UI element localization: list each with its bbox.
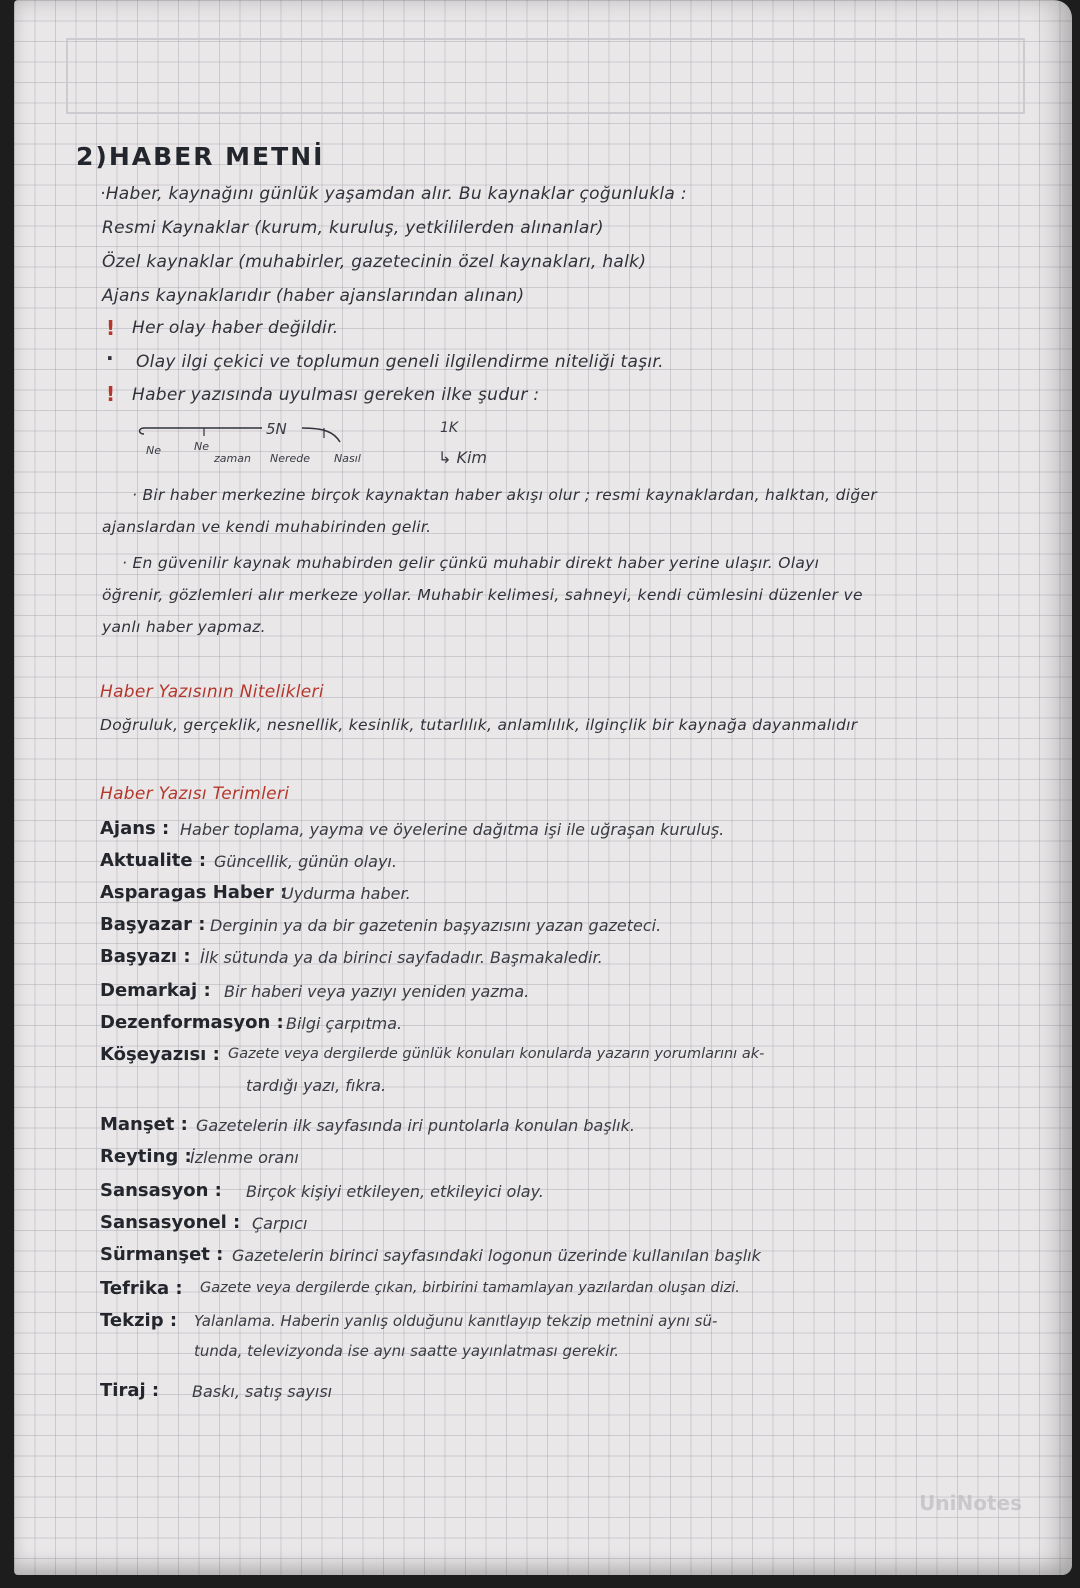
- def-tekzip: Yalanlama. Haberin yanlış olduğunu kanıtlayıp tekzip metnini aynı sü-: [194, 1312, 718, 1330]
- term-tiraj: Tiraj :: [100, 1380, 160, 1401]
- page-title: 2)HABER METNİ: [76, 142, 325, 171]
- bullet-icon: ·: [106, 346, 114, 370]
- def-koseyazisi-cont: tardığı yazı, fıkra.: [246, 1076, 387, 1095]
- para-1-line-b: ajanslardan ve kendi muhabirinden gelir.: [102, 518, 432, 536]
- diagram-zaman: zaman: [214, 452, 251, 465]
- exclamation-icon-2: !: [106, 382, 116, 406]
- para-2-line-b: öğrenir, gözlemleri alır merkeze yollar. Muhabir kelimesi, sahneyi, kendi cümlesini düzenler ve: [102, 586, 863, 604]
- def-ajans: Haber toplama, yayma ve öyelerine dağıtma işi ile uğraşan kuruluş.: [180, 820, 725, 839]
- intro-line-3: Özel kaynaklar (muhabirler, gazetecinin özel kaynakları, halk): [102, 252, 647, 272]
- diagram-5n-label: 5N: [266, 420, 287, 438]
- intro-line-4: Ajans kaynaklarıdır (haber ajanslarından alınan): [102, 286, 525, 306]
- note-3: Haber yazısında uyulması gereken ilke şudur :: [132, 385, 540, 405]
- term-manset: Manşet :: [100, 1114, 188, 1135]
- def-koseyazisi: Gazete veya dergilerde günlük konuları konularda yazarın yorumlarını ak-: [228, 1046, 765, 1062]
- def-asparagas: Uydurma haber.: [282, 884, 411, 903]
- term-ajans: Ajans :: [100, 818, 170, 839]
- diagram-ne-2: Ne: [194, 440, 209, 453]
- intro-line-1: ·Haber, kaynağını günlük yaşamdan alır. Bu kaynaklar çoğunlukla :: [100, 184, 687, 204]
- def-manset: Gazetelerin ilk sayfasında iri puntolarla konulan başlık.: [196, 1116, 635, 1135]
- qualities-heading: Haber Yazısının Nitelikleri: [100, 682, 324, 702]
- note-1: Her olay haber değildir.: [132, 318, 339, 338]
- qualities-text: Doğruluk, gerçeklik, nesnellik, kesinlik, tutarlılık, anlamlılık, ilginçlik bir kaynağa dayanmalıdır: [100, 716, 858, 734]
- diagram-kim: ↳ Kim: [438, 448, 488, 467]
- def-reyting: İzlenme oranı: [190, 1148, 299, 1167]
- para-1-line-a: · Bir haber merkezine birçok kaynaktan haber akışı olur ; resmi kaynaklardan, halktan, diğer: [132, 486, 877, 504]
- terms-heading: Haber Yazısı Terimleri: [100, 784, 290, 804]
- def-dezenformasyon: Bilgi çarpıtma.: [286, 1014, 403, 1033]
- term-tekzip: Tekzip :: [100, 1310, 178, 1331]
- def-sansasyonel: Çarpıcı: [252, 1214, 308, 1233]
- note-2: Olay ilgi çekici ve toplumun geneli ilgilendirme niteliği taşır.: [136, 352, 664, 372]
- term-dezenformasyon: Dezenformasyon :: [100, 1012, 284, 1033]
- def-basyazar: Derginin ya da bir gazetenin başyazısını yazan gazeteci.: [210, 916, 662, 935]
- diagram-nerede: Nerede: [270, 452, 311, 465]
- term-basyazar: Başyazar :: [100, 914, 206, 935]
- para-2-line-c: yanlı haber yapmaz.: [102, 618, 266, 636]
- def-basyazi: İlk sütunda ya da birinci sayfadadır. Başmakaledir.: [200, 948, 603, 967]
- diagram-1k-label: 1K: [440, 420, 459, 436]
- intro-line-2: Resmi Kaynaklar (kurum, kuruluş, yetkililerden alınanlar): [102, 218, 604, 238]
- term-koseyazisi: Köşeyazısı :: [100, 1044, 220, 1065]
- term-sansasyonel: Sansasyonel :: [100, 1212, 241, 1233]
- term-reyting: Reyting :: [100, 1146, 192, 1167]
- def-surmanset: Gazetelerin birinci sayfasındaki logonun üzerinde kullanılan başlık: [232, 1246, 761, 1265]
- def-tekzip-cont: tunda, televizyonda ise aynı saatte yayınlatması gerekir.: [194, 1342, 620, 1360]
- diagram-nasil: Nasıl: [334, 452, 361, 465]
- term-tefrika: Tefrika :: [100, 1278, 183, 1299]
- def-tefrika: Gazete veya dergilerde çıkan, birbirini tamamlayan yazılardan oluşan dizi.: [200, 1280, 740, 1296]
- def-sansasyon: Birçok kişiyi etkileyen, etkileyici olay.: [246, 1182, 544, 1201]
- def-demarkaj: Bir haberi veya yazıyı yeniden yazma.: [224, 982, 530, 1001]
- exclamation-icon: !: [106, 316, 116, 340]
- term-basyazi: Başyazı :: [100, 946, 191, 967]
- term-asparagas: Asparagas Haber :: [100, 882, 288, 903]
- def-aktualite: Güncellik, günün olayı.: [214, 852, 397, 871]
- 5n1k-diagram-arrow: [134, 412, 394, 452]
- term-demarkaj: Demarkaj :: [100, 980, 211, 1001]
- term-surmanset: Sürmanşet :: [100, 1244, 224, 1265]
- term-sansasyon: Sansasyon :: [100, 1180, 222, 1201]
- term-aktualite: Aktualite :: [100, 850, 207, 871]
- notebook-page: [14, 0, 1072, 1575]
- para-2-line-a: · En güvenilir kaynak muhabirden gelir çünkü muhabir direkt haber yerine ulaşır. Olayı: [122, 554, 820, 572]
- def-tiraj: Baskı, satış sayısı: [192, 1382, 333, 1401]
- watermark: UniNotes: [919, 1491, 1022, 1515]
- header-box: [66, 38, 1025, 114]
- diagram-ne: Ne: [146, 444, 161, 457]
